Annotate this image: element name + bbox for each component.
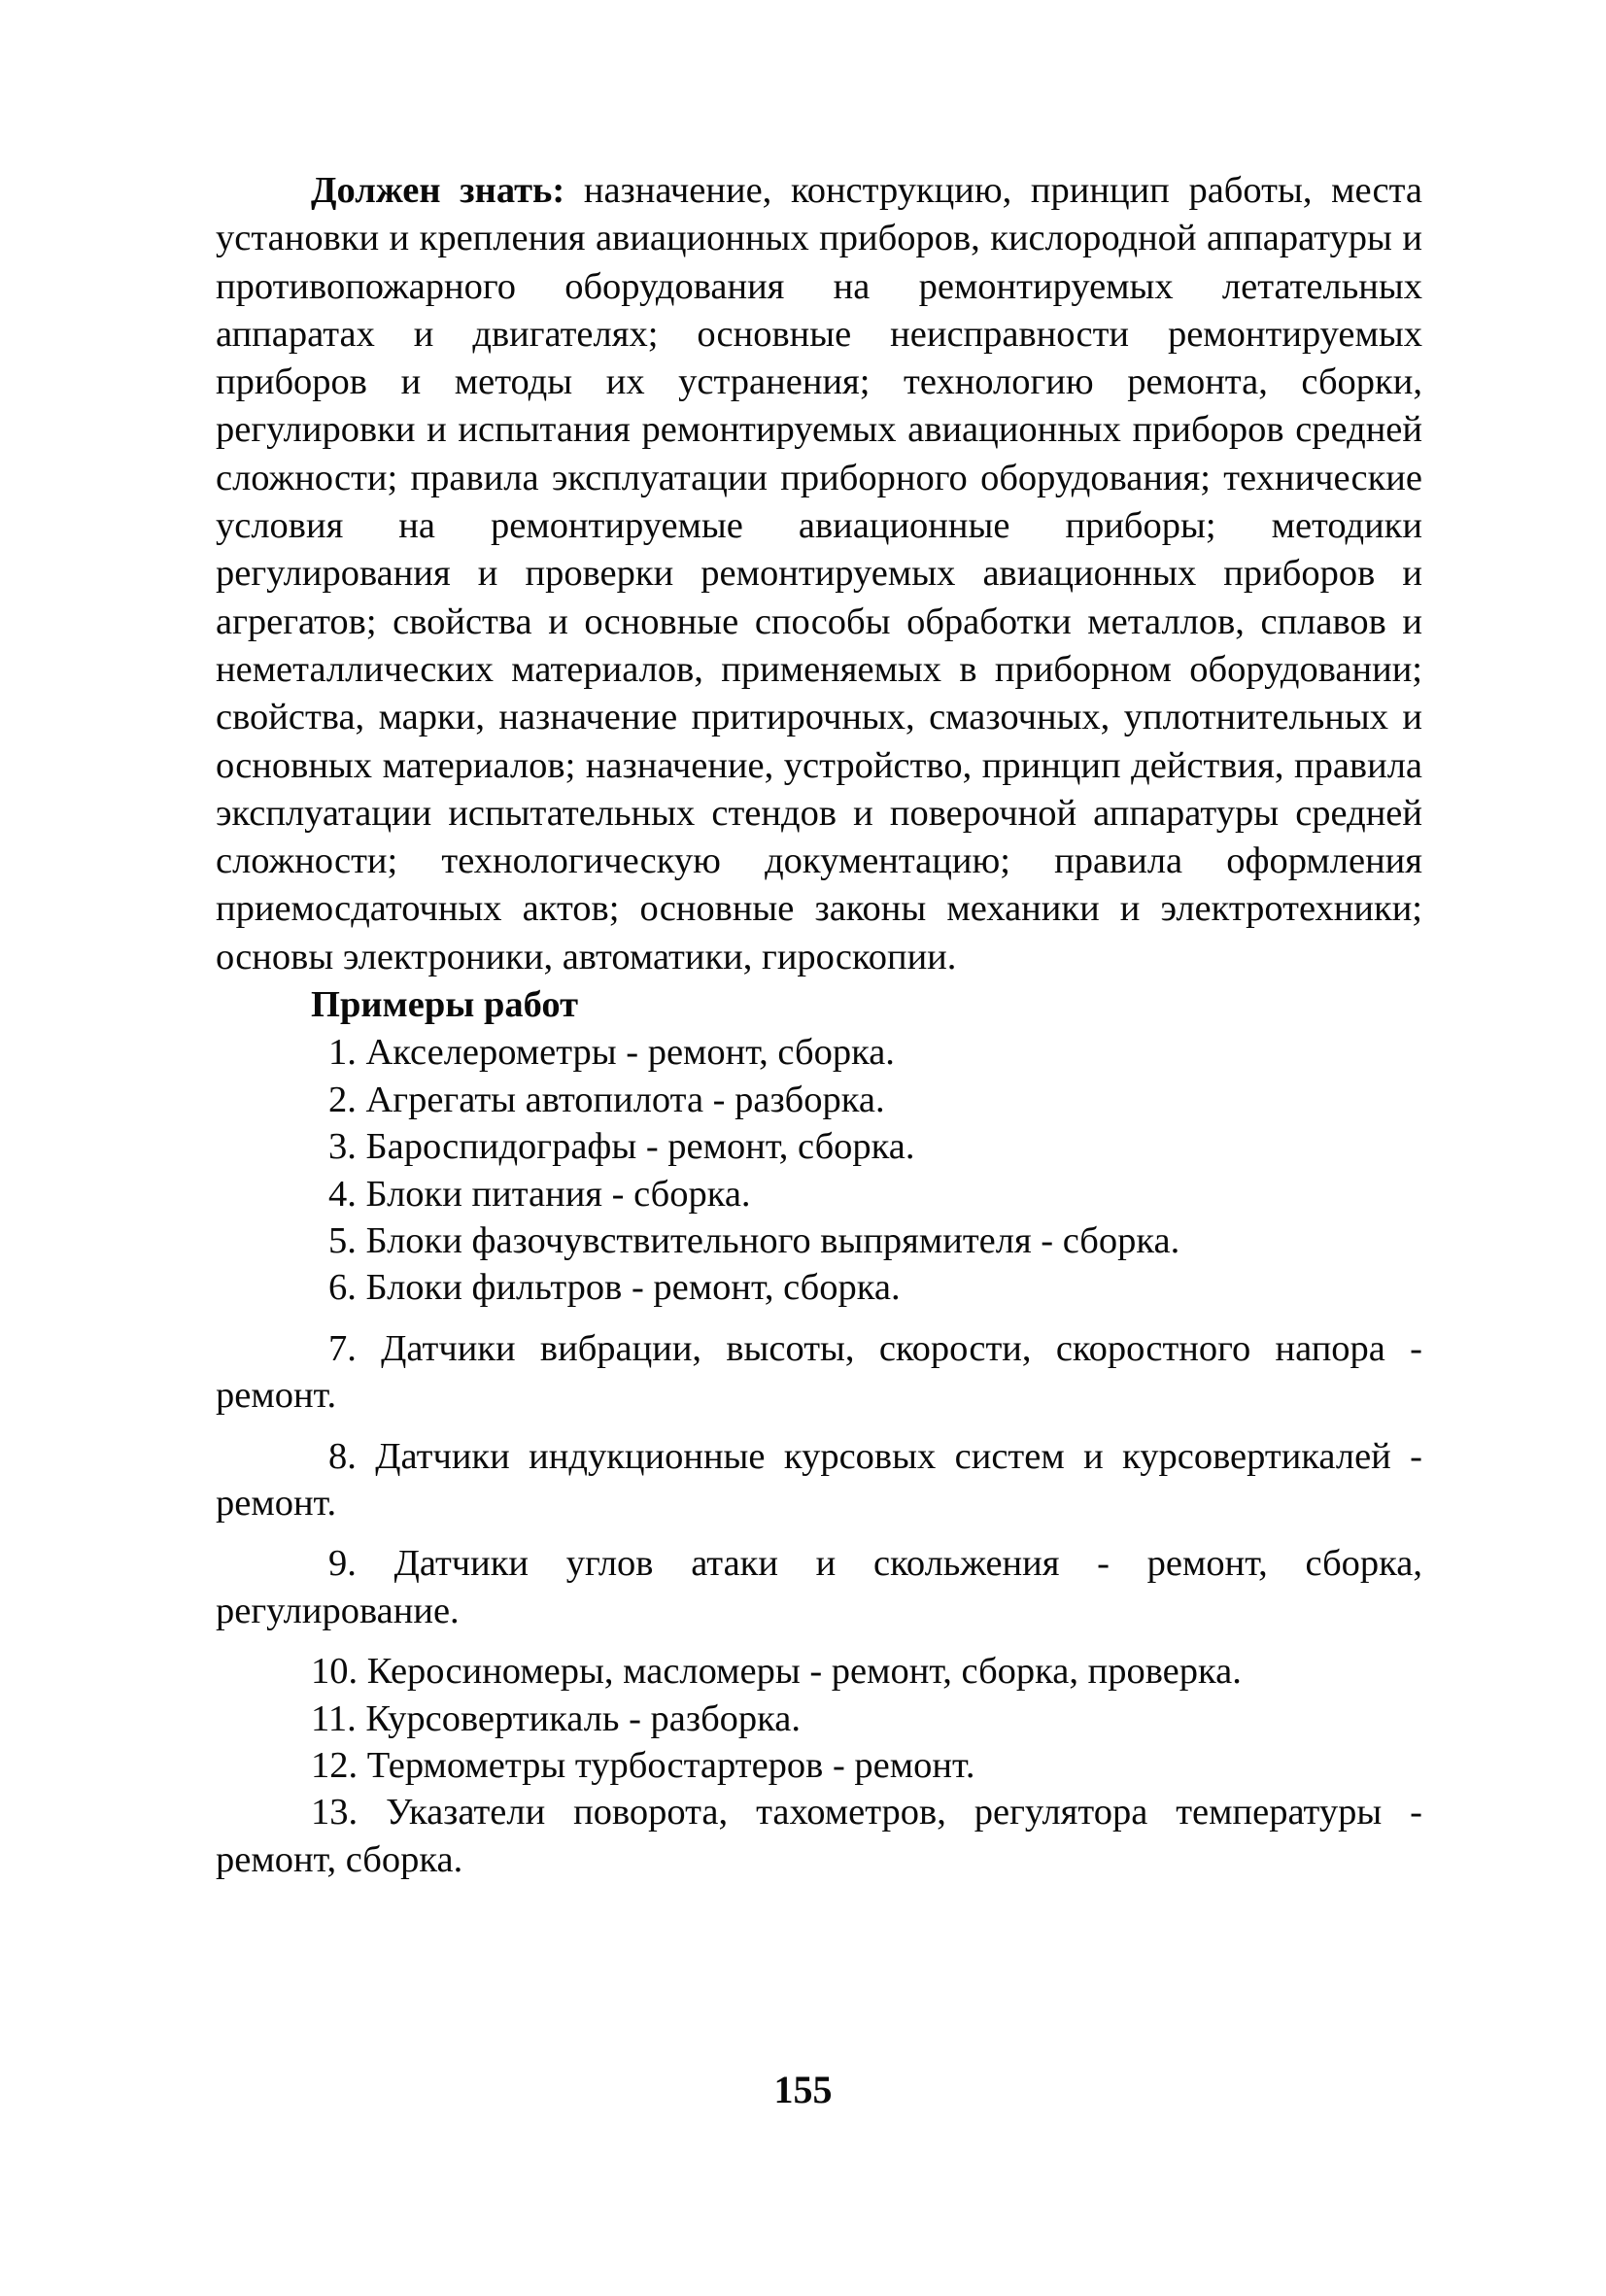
example-item-10: 10. Керосиномеры, масломеры - ремонт, сборка, проверка. [311, 1651, 1242, 1693]
example-item-5: 5. Блоки фазочувствительного выпрямителя - сборка. [328, 1219, 1180, 1261]
example-item-4: 4. Блоки питания - сборка. [328, 1173, 751, 1215]
example-item-6: 6. Блоки фильтров - ремонт, сборка. [328, 1267, 901, 1309]
knowledge-text: назначение, конструкцию, принцип работы, места установки и крепления авиационных приборов, кислородной аппаратуры и противопожарного оборудования на ремонтируемых летательных аппаратах и двигателях; основные неисправности ремонтируемых приборов и методы их устранения; технологию ремонта, сборки, регулировки и испытания ремонтируемых авиационных приборов средней сложности; правила эксплуатации приборного оборудования; технические условия на ремонтируемые авиационные приборы; методики регулирования и проверки ремонтируемых авиационных приборов и агрегатов; свойства и основные способы обработки металлов, сплавов и неметаллических материалов, применяемых в приборном оборудовании; свойства, марки, назначение притирочных, смазочных, уплотнительных и основных материалов; назначение, устройство, принцип действия, правила эксплуатации испытательных стендов и поверочной аппаратуры средней сложности; технологическую документацию; правила оформления приемосдаточных актов; основные законы механики и электротехники; основы электроники, автоматики, гироскопии. [216, 170, 1422, 977]
example-item-9: 9. Датчики углов атаки и скольжения - ремонт, сборка, регулирование. [216, 1543, 1422, 1631]
example-item-13: 13. Указатели поворота, тахометров, регулятора температуры - ремонт, сборка. [216, 1792, 1422, 1880]
example-item-8: 8. Датчики индукционные курсовых систем и курсовертикалей - ремонт. [216, 1435, 1422, 1524]
page-number: 155 [773, 2068, 833, 2111]
knowledge-lead: Должен знать: [311, 170, 565, 211]
knowledge-paragraph [216, 167, 1422, 981]
examples-list [216, 1029, 1422, 1883]
example-item-1: 1. Акселерометры - ремонт, сборка. [328, 1032, 895, 1074]
example-item-2: 2. Агрегаты автопилота - разборка. [328, 1079, 885, 1120]
examples-title: Примеры работ [311, 984, 579, 1026]
document-page [216, 167, 1422, 1883]
example-item-11: 11. Курсовертикаль - разборка. [311, 1697, 802, 1739]
example-item-7: 7. Датчики вибрации, высоты, скорости, скоростного напора - ремонт. [216, 1327, 1422, 1417]
example-item-3: 3. Бароспидографы - ремонт, сборка. [328, 1126, 915, 1168]
example-item-12: 12. Термометры турбостартеров - ремонт. [311, 1745, 975, 1787]
